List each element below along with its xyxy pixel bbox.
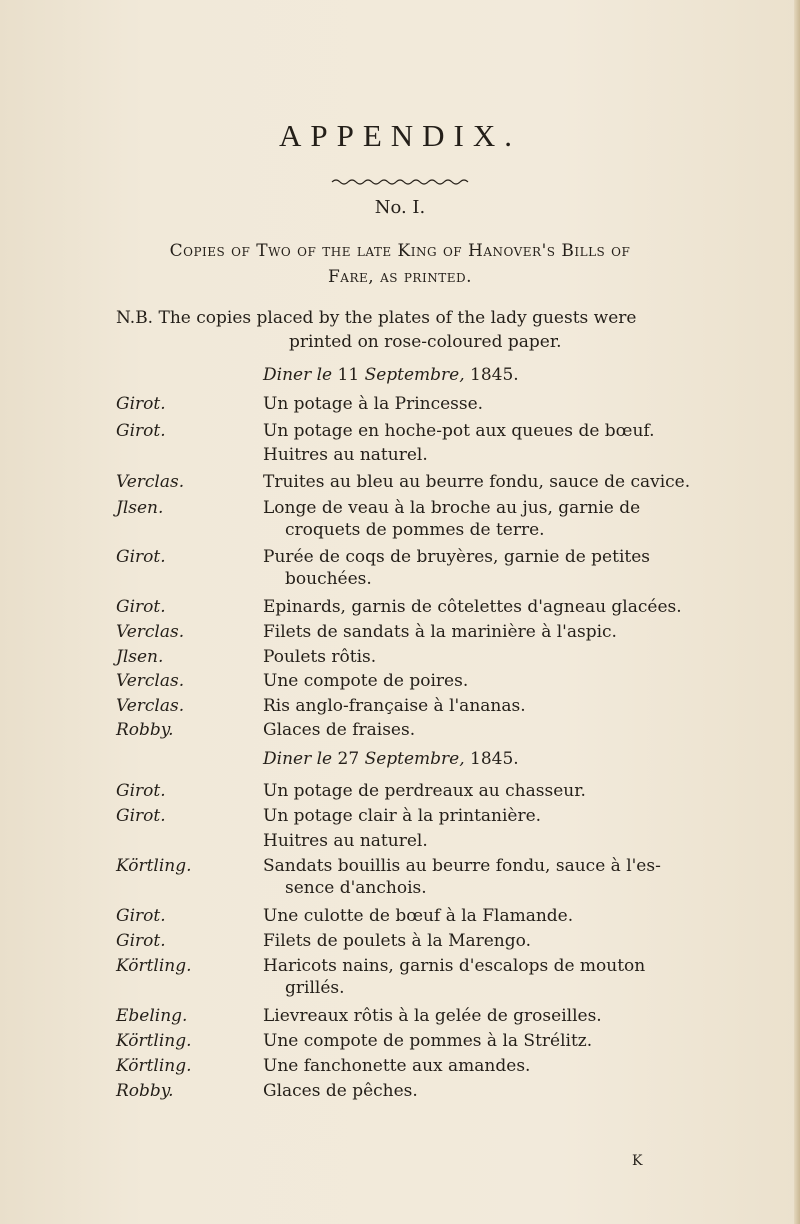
menu-day: 11 (337, 365, 360, 385)
dish-line: Un potage à la Princesse. (263, 394, 484, 414)
cook-name: Girot. (116, 547, 166, 567)
menu-day: 27 (337, 749, 360, 769)
menu-year: 1845. (470, 749, 519, 769)
dish-text (263, 1005, 658, 1027)
cook-name: Girot. (116, 597, 166, 617)
cook-name: Jlsen. (116, 647, 164, 667)
dish-text (263, 444, 658, 466)
dish-line: Une compote de pommes à la Strélitz. (263, 1031, 593, 1051)
cook-name: Verclas. (116, 671, 185, 691)
subtitle-line: Fare, as printed. (328, 267, 472, 287)
cook-name: Verclas. (116, 696, 185, 716)
signature-mark: K (632, 1153, 643, 1169)
dish-text (263, 719, 658, 741)
cook-name: Körtling. (116, 956, 192, 976)
dish-continuation: sence d'anchois. (285, 878, 427, 898)
dish-text (263, 646, 658, 668)
section-number: No. I. (374, 197, 426, 218)
dish-line: Un potage clair à la printanière. (263, 806, 542, 826)
dish-text (263, 621, 658, 643)
cook-name: Jlsen. (116, 498, 164, 518)
dish-text (263, 1080, 658, 1102)
menu-date-heading (263, 749, 519, 769)
dish-text (263, 905, 658, 927)
dish-text (263, 695, 658, 717)
note-line: N.B. The copies placed by the plates of the lady guests were (116, 308, 637, 328)
dish-continuation: bouchées. (285, 569, 372, 589)
cook-name: Girot. (116, 421, 166, 441)
dish-line: Une fanchonette aux amandes. (263, 1056, 531, 1076)
dish-line: Epinards, garnis de côtelettes d'agneau glacées. (263, 597, 682, 617)
dish-line: Sandats bouillis au beurre fondu, sauce à l'es- (263, 856, 661, 876)
cook-name: Verclas. (116, 622, 185, 642)
dish-text (263, 780, 658, 802)
dish-text (263, 1055, 658, 1077)
dish-line: Huitres au naturel. (263, 445, 428, 465)
dish-line: Purée de coqs de bruyères, garnie de petites (263, 547, 651, 567)
menu-month: Septembre, (364, 365, 465, 385)
dish-line: Filets de poulets à la Marengo. (263, 931, 531, 951)
dish-text (263, 497, 658, 541)
page-edge (794, 0, 800, 1224)
dish-line: Filets de sandats à la marinière à l'aspic. (263, 622, 617, 642)
dish-line: Truites au bleu au beurre fondu, sauce de cavice. (263, 472, 691, 492)
cook-name: Körtling. (116, 856, 192, 876)
dish-text (263, 930, 658, 952)
dish-text (263, 420, 658, 442)
cook-name: Girot. (116, 931, 166, 951)
cook-name: Ebeling. (116, 1006, 188, 1026)
subtitle-line: Copies of Two of the late King of Hanover's Bills of (169, 241, 631, 261)
cook-name: Verclas. (116, 472, 185, 492)
dish-text (263, 393, 658, 415)
dish-line: Lievreaux rôtis à la gelée de groseilles. (263, 1006, 602, 1026)
dish-line: Une compote de poires. (263, 671, 469, 691)
cook-name: Körtling. (116, 1031, 192, 1051)
dish-line: Huitres au naturel. (263, 831, 428, 851)
cook-name: Robby. (116, 720, 174, 740)
menu-year: 1845. (470, 365, 519, 385)
cook-name: Girot. (116, 906, 166, 926)
menu-month: Septembre, (364, 749, 465, 769)
wavy-ornament (330, 177, 470, 187)
menu-diner-label: Diner le (263, 365, 333, 385)
dish-line: Un potage en hoche-pot aux queues de bœuf. (263, 421, 655, 441)
dish-continuation: grillés. (285, 978, 345, 998)
note-line: printed on rose-coloured paper. (289, 332, 562, 352)
cook-name: Girot. (116, 806, 166, 826)
cook-name: Girot. (116, 394, 166, 414)
dish-text (263, 546, 658, 590)
dish-line: Ris anglo-française à l'ananas. (263, 696, 526, 716)
dish-line: Poulets rôtis. (263, 647, 377, 667)
cook-name: Körtling. (116, 1056, 192, 1076)
section-subtitle (100, 238, 700, 290)
dish-text (263, 471, 691, 493)
dish-continuation: croquets de pommes de terre. (285, 520, 545, 540)
dish-text (263, 955, 658, 999)
dish-line: Glaces de fraises. (263, 720, 416, 740)
dish-text (263, 670, 658, 692)
dish-line: Une culotte de bœuf à la Flamande. (263, 906, 574, 926)
cook-name: Girot. (116, 781, 166, 801)
dish-text (263, 805, 658, 827)
dish-text (263, 596, 682, 618)
menu-date-heading (263, 365, 519, 385)
menu-diner-label: Diner le (263, 749, 333, 769)
dish-line: Longe de veau à la broche au jus, garnie de (263, 498, 641, 518)
cook-name: Robby. (116, 1081, 174, 1101)
dish-text (263, 855, 661, 899)
dish-text (263, 1030, 658, 1052)
appendix-heading: APPENDIX. (278, 118, 522, 153)
dish-line: Un potage de perdreaux au chasseur. (263, 781, 586, 801)
dish-text (263, 830, 658, 852)
dish-line: Haricots nains, garnis d'escalops de mouton (263, 956, 646, 976)
dish-line: Glaces de pêches. (263, 1081, 418, 1101)
